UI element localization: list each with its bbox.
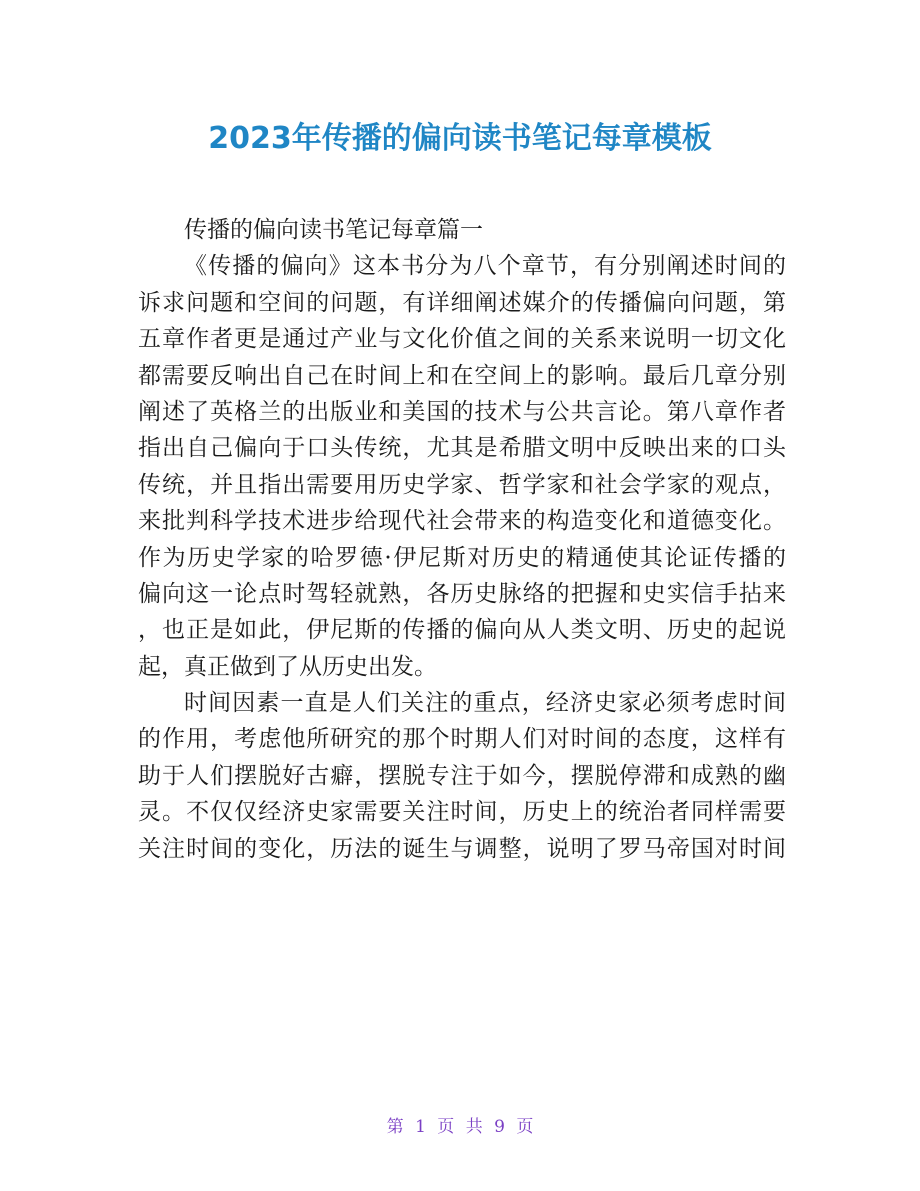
text-line: 助于人们摆脱好古癖，摆脱专注于如今，摆脱停滞和成熟的幽 (138, 762, 786, 789)
text-line: 来批判科学技术进步给现代社会带来的构造变化和道德变化。 (138, 508, 786, 535)
document-body (138, 212, 786, 867)
page-number-footer: 第 1 页 共 9 页 (386, 1117, 534, 1137)
text-line: 作为历史学家的哈罗德·伊尼斯对历史的精通使其论证传播的 (138, 544, 786, 571)
text-line: 阐述了英格兰的出版业和美国的技术与公共言论。第八章作者 (138, 398, 786, 425)
text-line: 都需要反响出自己在时间上和在空间上的影响。最后几章分别 (138, 362, 786, 389)
text-line: 关注时间的变化，历法的诞生与调整，说明了罗马帝国对时间 (138, 835, 786, 862)
text-line: 的作用，考虑他所研究的那个时期人们对时间的态度，这样有 (138, 726, 786, 753)
text-line: 指出自己偏向于口头传统，尤其是希腊文明中反映出来的口头 (138, 435, 786, 462)
text-line: 灵。不仅仅经济史家需要关注时间，历史上的统治者同样需要 (138, 799, 786, 826)
section-heading: 传播的偏向读书笔记每章篇一 (184, 217, 483, 243)
paragraph-2 (138, 685, 786, 867)
text-line: 五章作者更是通过产业与文化价值之间的关系来说明一切文化 (138, 326, 786, 353)
document-title: 2023年传播的偏向读书笔记每章模板 (208, 121, 712, 156)
text-line: 偏向这一论点时驾轻就熟，各历史脉络的把握和史实信手拈来 (138, 580, 786, 607)
text-line: 《传播的偏向》这本书分为八个章节，有分别阐述时间的 (184, 253, 786, 280)
text-line: 传统，并且指出需要用历史学家、哲学家和社会学家的观点， (138, 471, 786, 498)
text-line: ，也正是如此，伊尼斯的传播的偏向从人类文明、历史的起说 (138, 617, 786, 644)
text-line: 起，真正做到了从历史出发。 (138, 653, 437, 680)
text-line: 时间因素一直是人们关注的重点，经济史家必须考虑时间 (184, 690, 786, 717)
paragraph-1 (138, 248, 786, 685)
text-line: 诉求问题和空间的问题，有详细阐述媒介的传播偏向问题，第 (138, 289, 786, 316)
